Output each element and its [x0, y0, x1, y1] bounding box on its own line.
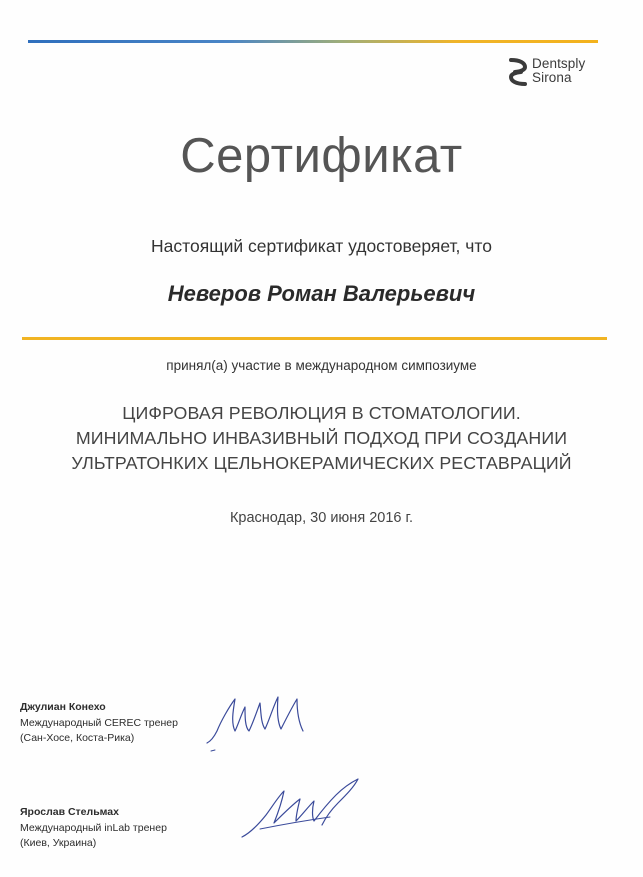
- event-title-line-2: МИНИМАЛЬНО ИНВАЗИВНЫЙ ПОДХОД ПРИ СОЗДАНИИ: [75, 428, 568, 448]
- logo-line-2: Sirona: [532, 70, 572, 85]
- signature-1: [205, 685, 315, 755]
- event-title-line-3: УЛЬТРАТОНКИХ ЦЕЛЬНОКЕРАМИЧЕСКИХ РЕСТАВРАЦИЙ: [71, 453, 572, 473]
- top-gradient-rule: [28, 40, 598, 43]
- signer-block-1: [20, 700, 178, 747]
- signer-location: (Киев, Украина): [20, 837, 97, 849]
- certifies-text: Настоящий сертификат удостоверяет, что: [151, 236, 492, 256]
- signer-block-2: [20, 805, 167, 852]
- place-date: Краснодар, 30 июня 2016 г.: [229, 510, 414, 526]
- logo-wordmark: [532, 57, 585, 85]
- event-title-line-1: ЦИФРОВАЯ РЕВОЛЮЦИЯ В СТОМАТОЛОГИИ.: [122, 403, 521, 423]
- logo-line-1: Dentsply: [532, 56, 586, 71]
- signer-role: Международный CEREC тренер: [20, 716, 178, 729]
- event-title: [0, 401, 643, 476]
- signer-name: Джулиан Конехо: [20, 701, 106, 713]
- signature-2: [240, 775, 365, 845]
- dentsply-sirona-logo: [508, 57, 608, 87]
- recipient-name: Неверов Роман Валерьевич: [167, 281, 476, 306]
- dentsply-sirona-logo-icon: [508, 58, 528, 86]
- signer-name: Ярослав Стельмах: [20, 806, 119, 818]
- yellow-divider: [22, 337, 607, 340]
- certificate-title: Сертификат: [180, 129, 463, 183]
- participation-text: принял(а) участие в международном симпозиуме: [166, 358, 477, 373]
- signer-role: Международный inLab тренер: [20, 821, 167, 834]
- signer-location: (Сан-Хосе, Коста-Рика): [20, 732, 135, 744]
